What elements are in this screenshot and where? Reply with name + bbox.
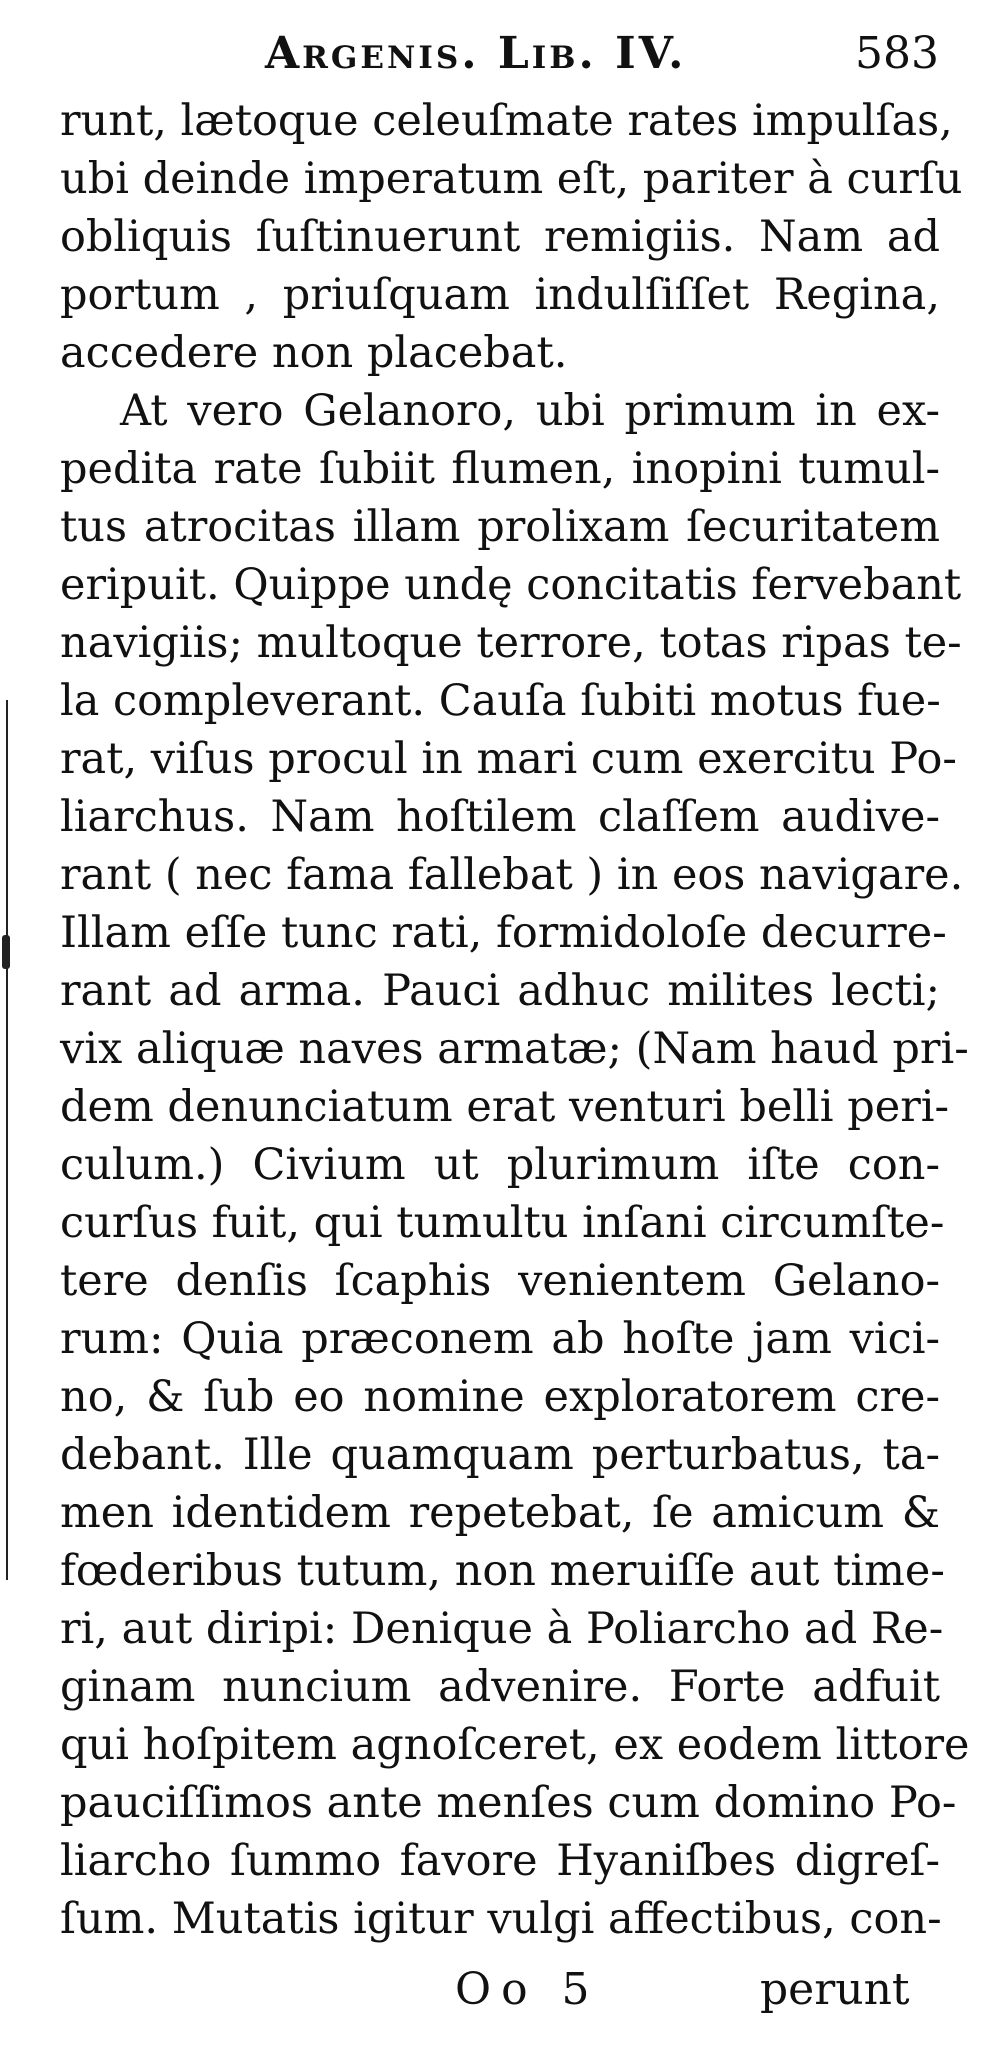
- text-line: no, & ſub eo nomine exploratorem cre-: [60, 1372, 940, 1422]
- text-line: ri, aut diripi: Denique à Poliarcho ad Re-: [60, 1604, 944, 1654]
- text-line: accedere non placebat.: [60, 328, 568, 378]
- text-line: navigiis; multoque terrore, totas ripas te-: [60, 618, 962, 668]
- text-line: ſum. Mutatis igitur vulgi affectibus, con-: [60, 1894, 942, 1944]
- text-line: culum.) Civium ut plurimum iſte con-: [60, 1140, 940, 1190]
- text-line: tere denſis ſcaphis venientem Gelano-: [60, 1256, 940, 1306]
- text-line: qui hoſpitem agnoſceret, ex eodem littore: [60, 1720, 970, 1770]
- text-line: liarchus. Nam hoſtilem claſſem audive-: [60, 792, 940, 842]
- text-line: eripuit. Quippe undę concitatis fervebant: [60, 560, 962, 610]
- text-line: Illam eſſe tunc rati, formidoloſe decurre-: [60, 908, 947, 958]
- text-line: dem denunciatum erat venturi belli peri-: [60, 1082, 950, 1132]
- page-edge-rule: [6, 700, 8, 1580]
- text-line: obliquis ſuſtinuerunt remigiis. Nam ad: [60, 212, 940, 262]
- text-line: curſus fuit, qui tumultu inſani circumſte-: [60, 1198, 945, 1248]
- text-line: rat, viſus procul in mari cum exercitu Po-: [60, 734, 957, 784]
- text-line: ubi deinde imperatum eſt, pariter à curſu: [60, 154, 963, 204]
- page-number: 583: [855, 28, 939, 79]
- text-line: tus atrocitas illam prolixam ſecuritatem: [60, 502, 940, 552]
- text-line: ginam nuncium advenire. Forte adfuit: [60, 1662, 940, 1712]
- text-line: debant. Ille quamquam perturbatus, ta-: [60, 1430, 940, 1480]
- text-line: la compleverant. Cauſa ſubiti motus fue-: [60, 676, 941, 726]
- page-edge-mark: [2, 935, 10, 969]
- running-head: Argenis. Lib. IV.: [265, 28, 687, 79]
- signature-mark: Oo 5: [455, 1964, 600, 2015]
- text-line: portum , priuſquam indulſiſſet Regina,: [60, 270, 940, 320]
- page-footer: [0, 1958, 1000, 2028]
- text-line: fœderibus tutum, non meruiſſe aut time-: [60, 1546, 945, 1596]
- catchword: perunt: [760, 1964, 910, 2015]
- text-block: [60, 92, 970, 1948]
- text-line: pedita rate ſubiit flumen, inopini tumul-: [60, 444, 940, 494]
- text-line: liarcho ſummo favore Hyaniſbes digreſ-: [60, 1836, 940, 1886]
- text-line: rant ( nec fama fallebat ) in eos navigare.: [60, 850, 964, 900]
- page-header: [0, 22, 1000, 92]
- text-line: rum: Quia præconem ab hoſte jam vici-: [60, 1314, 940, 1364]
- text-line: vix aliquæ naves armatæ; (Nam haud pri-: [60, 1024, 969, 1074]
- text-line: rant ad arma. Pauci adhuc milites lecti;: [60, 966, 940, 1016]
- text-line: runt, lætoque celeuſmate rates impulſas,: [60, 96, 953, 146]
- text-line: men identidem repetebat, ſe amicum &: [60, 1488, 940, 1538]
- text-line: pauciſſimos ante menſes cum domino Po-: [60, 1778, 957, 1828]
- text-line: At vero Gelanoro, ubi primum in ex-: [120, 386, 940, 436]
